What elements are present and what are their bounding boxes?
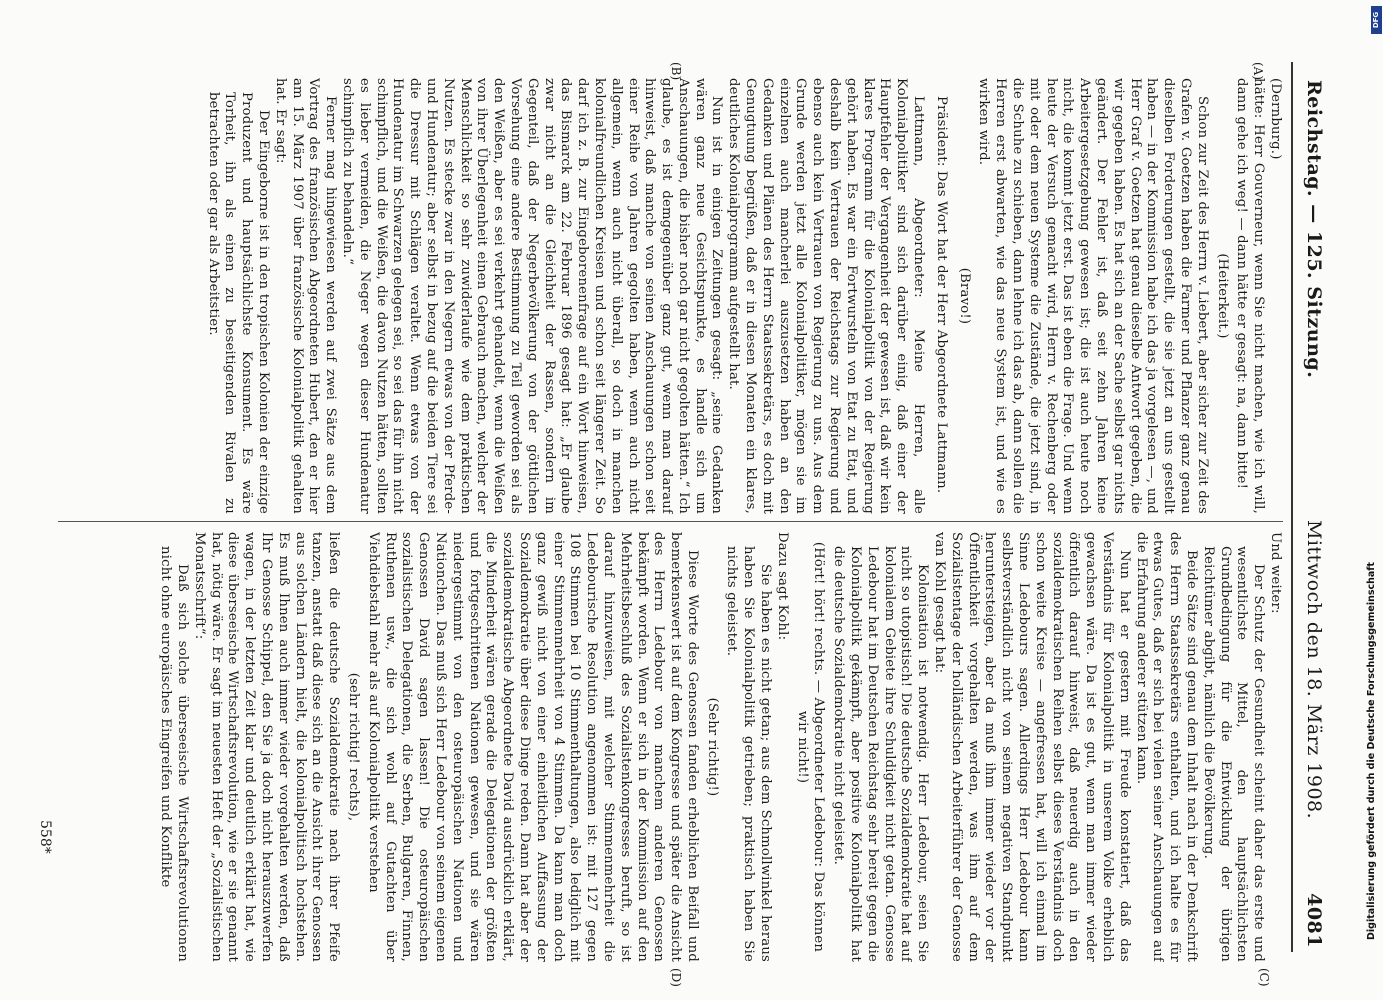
interjection: (Bravo!) bbox=[956, 267, 972, 325]
margin-marker-a: (A) bbox=[1251, 62, 1265, 81]
page-signature: 558* bbox=[37, 820, 53, 854]
header-date: Mittwoch den 18. März 1908. bbox=[1303, 520, 1325, 820]
interjection: (Hört! hört! rechts. — Abgeordneter Ledebour: Das können wir nicht!) bbox=[794, 541, 827, 953]
margin-marker-c: (C) bbox=[1257, 968, 1271, 987]
quotation: Kolonisation ist notwendig. Herr Ledebour, seien Sie nicht so utopistisch! Die deutsche Sozialdemokratie hat auf kolonialem Gebiete ihre Schuldigkeit nicht getan. Genosse Ledebour hat im Deutschen Reichstag sehr bereit gegen die Kolonialpolitik gekämpft, aber positive Kolonialpolitik hat die deutsche Sozialdemokratie nicht geleistet. bbox=[831, 546, 931, 962]
paragraph: Diese Worte des Genossen fanden erheblichen Beifall und bemerkenswert ist auf dem Kongresse und später die Ansicht des Herrn Ledebour von manchem anderen Genossen bekämpft worden. Wenn er sich in der Kommission auf den Mehrheitsbeschluß des Sozialistenkongresses beruft, so ist darauf hinzuweisen, mit welcher Stimmenmehrheit die Ledebourische Resolution angenommen ist: mit 127 gegen 108 Stimmen bei 10 Stimmenthaltungen, also lediglich mit einer Stimmenmehrheit von 4 Stimmen. Da kann man doch ganz gewiß nicht von einer einheitlichen Auffassung der Sozialdemokratie über diese Dinge reden. Dann hat aber der sozialdemokratische Abgeordnete David ausdrücklich erklärt, die Minderheit wären gerade die Delegationen der größten und fortgeschrittenen Nationen gewesen, und sie wären niedergestimmt von den osteuropäischen Nationen und Nationchen. Das muß sich Herr Ledebour von seinem eigenen Genossen David sagen lassen! Die osteuropäischen sozialistischen Delegationen, die Serben, Bulgaren, Finnen, Ruthenen usw., die sich wohl auf Gutachten über Viehdiebstahl mehr als auf Kolonialpolitik verstehen bbox=[365, 532, 700, 962]
paragraph: Schon zur Zeit des Herrn v. Liebert, aber sicher zur Zeit des Grafen v. Goetzen haben die Farmer und Pflanzer ganz genau dieselben Forderungen gestellt, die sie jetzt an uns gestellt haben — in der Kommission habe ich das ja vorgelesen —, und Herr Graf v. Goetzen hat genau dieselbe Antwort gegeben, die wir gegeben haben. Es hat sich an der Sache selbst gar nichts geändert. Der Fehler ist, daß seit zehn Jahren keine Arbeitergesetzgebung gewesen ist; die ist auch heute noch nicht, die kommt jetzt erst. Das ist eben die Frage. Und wenn heute der Versuch gemacht wird, Herrn v. Rechenberg oder mit oder dem neuen Systeme die Zustände, die jetzt sind, in die Schuhe zu schieben, dann lehne ich das ab, dann sollen die Herren erst abwarten, wie das neue System ist, und wie es wirken wird. bbox=[976, 78, 1210, 514]
margin-marker-d: (D) bbox=[669, 968, 683, 987]
quotation: Sie haben es nicht getan; aus dem Schmollwinkel heraus haben Sie Kolonialpolitik getrieben; praktisch haben Sie nichts geleistet. bbox=[724, 546, 774, 962]
left-column bbox=[43, 78, 1283, 514]
quotation: Daß sich solche überseeische Wirtschaftsrevolutionen nicht ohne europäisches Eingreifen und Konflikte bbox=[158, 546, 190, 962]
right-column bbox=[43, 532, 1283, 962]
quotation: Der Eingeborne ist in den tropischen Kolonien der einzige Produzent und hauptsächlichste Konsument. Es wäre Torheit, ihn als einen zu beseitigenden Rivalen zu betrachten oder gar als Arbeitstier. bbox=[205, 92, 271, 514]
speech-paragraph: Lattmann, Abgeordneter: Meine Herren, alle Kolonialpolitiker sind sich darüber einig, daß einer der Hauptfehler der Vergangenheit der gewesen ist, daß wir kein klares Programm für die Kolonialpolitik von der Regierung gehört haben. Es war ein Fortwursteln von Etat zu Etat, und deshalb kein Vertrauen der Reichstags zur Regierung und ebenso auch kein Vertrauen von Regierung zu uns. Aus dem Grunde werden jetzt alle Kolonialpolitiker, mögen sie im einzelnen auch mancherlei auszusetzen haben an den Gedanken und Plänen des Herrn Staatssekretärs, es doch mit Genugtuung begrüßen, daß er in diesen Monaten ein klares, deutliches Kolonialprogramm aufgestellt hat. bbox=[726, 78, 927, 514]
funding-note: Digitalisierung gefördert durch die Deutsche Forschungsgemeinschaft bbox=[1366, 562, 1377, 940]
paragraph: Nun hat er gestern mit Freude konstatiert, daß das Verständnis für Kolonialpolitik in unserem Volke erheblich gewachsen wäre. Da ist es gut, wenn man immer wieder öffentlich darauf hinweist, daß neuerdig auch in den sozialdemokratischen Reihen selbst dieses Verständnis doch schon weite Kreise — angefressen hat, will ich einmal im Sinne Ledebours sagen. Allerdings Herr Ledebour kann selbstverständlich nicht von seinem negativen Standpunkt heruntersteigen, aber da muß ihm immer wieder vor der Öffentlichkeit vorgehalten werden, was ihm auf dem Sozialistentage der holländischen Arbeiterführer der Genosse van Kohl gesagt hat: bbox=[932, 532, 1132, 962]
paragraph: ließen die deutsche Sozialdemokratie nach ihrer Pfeife tanzen, anstatt daß diese sich an die Ansicht ihrer Genossen aus solchen Ländern hielt, die kolonialpolitisch hochstehen. Es muß Ihnen auch immer wieder vorgehalten werden, daß Ihr Genosse Schippel, den Sie ja doch nicht herauszuwerfen wagen, in der letzten Zeit klar und deutlich erklärt hat, wie diese überseeische Wirtschaftsrevolution, wie er sie genannt hat, nötig wäre. Er sagt im neuesten Heft der „Sozialistischen Monatsschrift“: bbox=[191, 532, 342, 962]
margin-marker-b: (B) bbox=[669, 62, 683, 81]
paragraph: hätte: Herr Gouverneur, wenn Sie nicht machen, wie ich will, dann gehe ich weg! — dann hätte er gesagt: na, dann bitte! bbox=[1234, 78, 1267, 514]
paragraph: Und weiter: bbox=[1268, 532, 1283, 614]
dfg-logo: DFG bbox=[1371, 6, 1382, 34]
quotation: Der Schutz der Gesundheit scheint daher das erste und wesentlichste Mittel, den hauptsächlichsten Grundbedingung für die Entwicklung der übrigen Reichtümer abgibt, nämlich die Bevölkerung. bbox=[1200, 546, 1267, 962]
paragraph: Nun ist in einigen Zeitungen gesagt: „seine Gedanken wären ganz neue Gesichtspunkte, es handle sich um Anschauungen, die bisher noch gar nicht gegolten hätten.“ Ich glaube, es ist demgegenüber ganz gut, wenn man darauf hinweist, daß manche von seinen Anschauungen schon seit einer Reihe von Jahren gegolten haben, wenn auch nicht allgemein, wenn auch nicht überall, so doch in manchen kolonialfreundlichen Kreisen und schon seit längerer Zeit. So darf ich z. B. zur Eingeborenenfrage auf ein Wort hinweisen, das Bismarck am 22. Februar 1896 gesagt hat: „Er glaube zwar nicht an die Gleichheit der Rassen, sondern im Gegenteil, daß der Negerbevölkerung von der göttlichen Vorsehung eine andere Bestimmung zu Teil geworden sei als den Weißen, aber es sei verkehrt gehandelt, wenn die Weißen von ihrer Überlegenheit einen Gebrauch machen, welcher der Menschlichkeit so sehr zuwiderlaufe wie dem praktischen Nutzen. Es stecke zwar in den Negern etwas von der Pferde- und Hundenatur; aber selbst in bezug auf die beiden Tiere sei die Dressur mit Schlägen veraltet. Wenn etwas von der Hundenatur im Schwarzen gelegen sei, so sei das für ihn nicht schimpflich, und die Weißen, die davon Nutzen hätten, sollten es lieber vermeiden, die Neger wegen dieser Hundenatur schimpflich zu behandeln.“ bbox=[339, 78, 725, 514]
speaker-tag: (Dernburg.) bbox=[1268, 78, 1283, 160]
interjection: (Heiterkeit.) bbox=[1214, 253, 1230, 339]
paragraph: Ferner mag hingewiesen werden auf zwei Sätze aus dem Vortrag des französischen Abgeordneten Hubert, den er hier am 15. März 1907 über französische Kolonialpolitik gehalten hat. Er sagt: bbox=[272, 78, 339, 514]
header-rule bbox=[1291, 62, 1293, 952]
president-remark: Präsident: Das Wort hat der Herr Abgeordnete Lattmann. bbox=[933, 96, 949, 494]
paragraph: Beide Sätze sind genau dem Inhalt nach in der Denkschrift des Herrn Staatssekretärs enthalten, und ich halte es für etwas Gutes, daß er sich bei vielen seiner Anschauungen auf die Erfahrung anderer stützen kann. bbox=[1133, 532, 1200, 962]
interjection: (Sehr richtig!) bbox=[704, 697, 720, 797]
header-session: Reichstag. — 125. Sitzung. bbox=[1303, 80, 1325, 379]
paragraph: Dazu sagt Kohl: bbox=[774, 532, 790, 641]
column-separator bbox=[58, 521, 1283, 522]
header-page-number: 4081 bbox=[1303, 893, 1325, 948]
interjection: (sehr richtig! rechts), bbox=[345, 672, 361, 822]
